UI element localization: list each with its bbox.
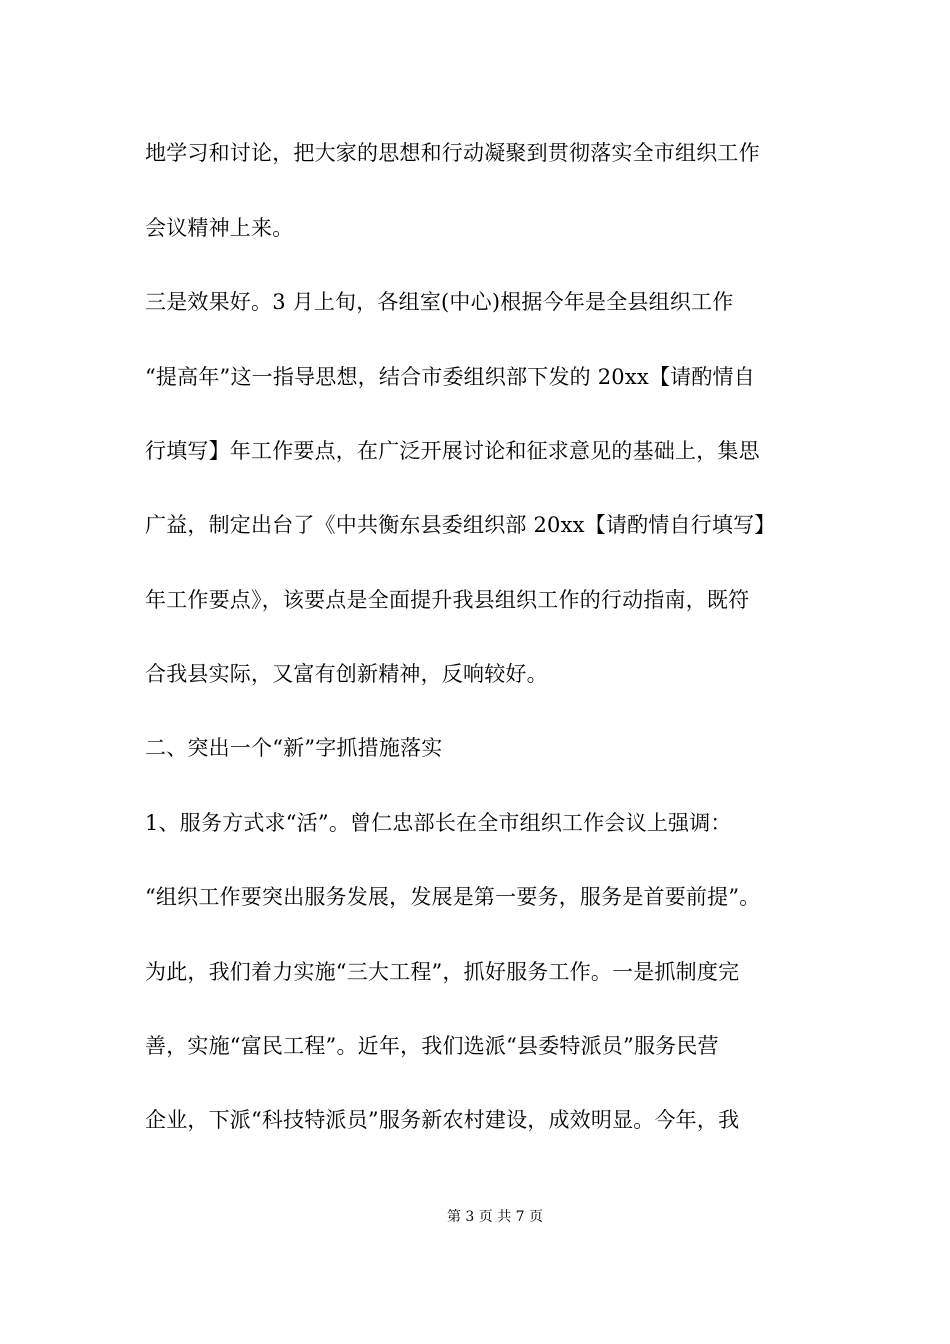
body-text-line: “组织工作要突出服务发展，发展是第一要务，服务是首要前提”。 [145,885,761,909]
body-text-line: “提高年”这一指导思想，结合市委组织部下发的 20xx【请酌情自 [145,365,755,389]
section-heading: 二、突出一个“新”字抓措施落实 [145,736,443,760]
body-text-line: 三是效果好。3 月上旬，各组室(中心)根据今年是全县组织工作 [145,290,734,314]
body-text-line: 为此，我们着力实施“三大工程”，抓好服务工作。一是抓制度完 [145,960,740,984]
page-number-footer: 第 3 页 共 7 页 [446,1209,544,1225]
body-text-line: 1、服务方式求“活”。曾仁忠部长在全市组织工作会议上强调： [145,811,732,835]
body-text-line: 合我县实际，又富有创新精神，反响较好。 [145,662,548,686]
body-text-line: 行填写】年工作要点，在广泛开展讨论和征求意见的基础上，集思 [145,439,760,463]
body-text-line: 善，实施“富民工程”。近年，我们选派“县委特派员”服务民营 [145,1034,719,1058]
body-text-line: 企业，下派“科技特派员”服务新农村建设，成效明显。今年，我 [145,1108,740,1132]
body-text-line: 地学习和讨论，把大家的思想和行动凝聚到贯彻落实全市组织工作 [145,141,760,165]
body-text-line: 会议精神上来。 [145,216,294,240]
body-text-line: 年工作要点》，该要点是全面提升我县组织工作的行动指南，既符 [145,588,750,612]
body-text-line: 广益，制定出台了《中共衡东县委组织部 20xx【请酌情自行填写】 [145,513,776,537]
